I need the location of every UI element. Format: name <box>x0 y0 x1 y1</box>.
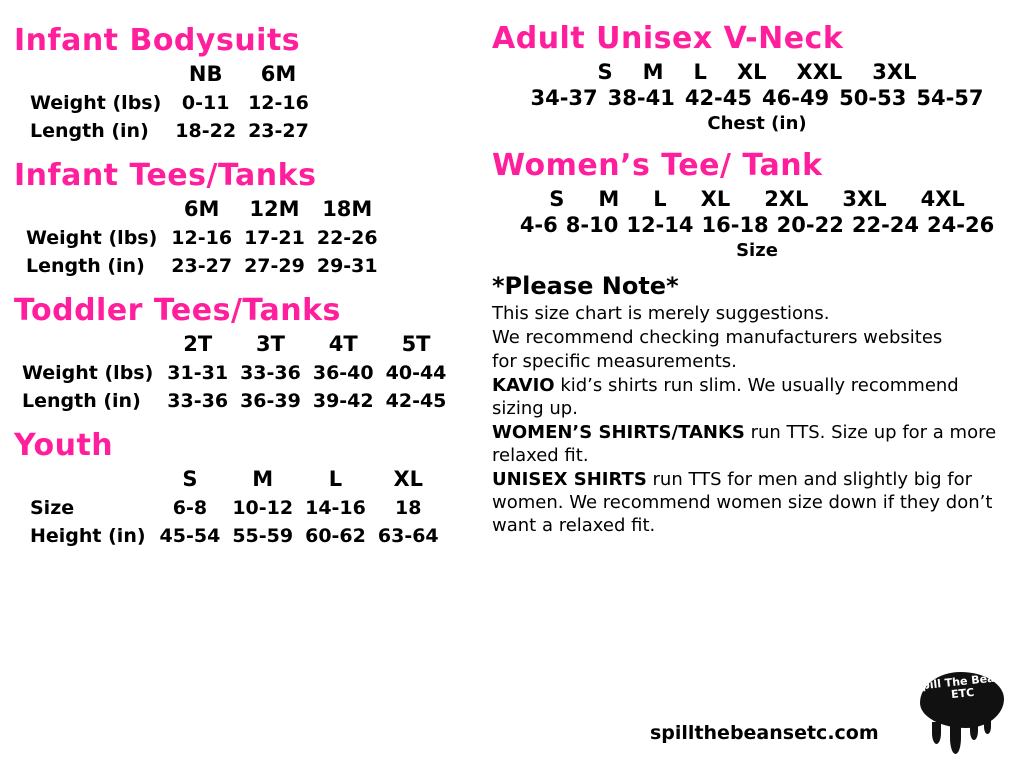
table-row <box>20 252 384 280</box>
value: 16-18 <box>701 213 769 238</box>
table-corner <box>16 329 161 359</box>
brand-womens: WOMEN’S SHIRTS/TANKS <box>492 422 745 444</box>
value: 42-45 <box>684 86 752 111</box>
cell: 17-21 <box>244 227 305 249</box>
row-label: Weight (lbs) <box>22 362 154 384</box>
section-title-adult-vneck: Adult Unisex V-Neck <box>492 21 844 56</box>
scale-adult-vneck <box>492 59 1022 135</box>
column-header: 12M <box>249 197 300 221</box>
cell: 42-45 <box>385 390 447 412</box>
column-header: 5T <box>401 332 431 356</box>
size-label: S <box>597 60 613 84</box>
value: 46-49 <box>762 86 830 111</box>
value: 50-53 <box>839 86 907 111</box>
note-kavio <box>492 374 1012 420</box>
cell: 36-39 <box>240 390 301 412</box>
section-title-infant-tees: Infant Tees/Tanks <box>14 158 317 193</box>
section-title-youth: Youth <box>14 428 114 463</box>
table-youth <box>24 464 445 550</box>
value: 54-57 <box>916 86 984 111</box>
column-header: 4T <box>328 332 358 356</box>
section-infant-tees <box>14 159 484 280</box>
column-header: 2T <box>183 332 213 356</box>
cell: 33-36 <box>240 362 301 384</box>
section-title-infant-bodysuits: Infant Bodysuits <box>14 23 301 58</box>
column-header: 18M <box>322 197 373 221</box>
note-line: We recommend checking manufacturers websites <box>492 327 943 349</box>
cell: 12-16 <box>248 92 309 114</box>
note-unisex <box>492 468 1012 537</box>
value: 20-22 <box>776 213 844 238</box>
cell: 10-12 <box>232 497 294 519</box>
website-url: spillthebeansetc.com <box>650 722 879 744</box>
table-corner <box>24 464 154 494</box>
size-label: 3XL <box>842 187 887 211</box>
cell: 45-54 <box>159 525 221 547</box>
table-header-row <box>16 329 452 359</box>
value: 12-14 <box>626 213 694 238</box>
size-labels-row <box>492 59 1022 85</box>
cell: 40-44 <box>385 362 447 384</box>
size-label: L <box>693 60 707 84</box>
size-label: XL <box>736 60 767 84</box>
size-values-row <box>492 85 1022 111</box>
table-row <box>16 359 452 387</box>
right-column <box>492 0 1022 543</box>
table-row <box>24 117 315 145</box>
cell: 12-16 <box>171 227 233 249</box>
row-label: Length (in) <box>30 120 149 142</box>
brand-kavio: KAVIO <box>492 375 555 397</box>
value: 22-24 <box>851 213 920 238</box>
note-kavio-text: kid’s shirts run slim. We usually recommend sizing up. <box>492 375 959 420</box>
table-toddler <box>16 329 452 415</box>
cell: 60-62 <box>305 525 366 547</box>
cell: 23-27 <box>248 120 309 142</box>
size-label: XXL <box>796 60 843 84</box>
table-infant-tees <box>20 194 384 280</box>
scale-caption: Chest (in) <box>707 112 807 134</box>
row-label: Length (in) <box>22 390 141 412</box>
cell: 27-29 <box>244 255 305 277</box>
note-line: This size chart is merely suggestions. <box>492 303 830 324</box>
section-adult-vneck <box>492 22 1022 135</box>
cell: 18 <box>395 497 422 519</box>
size-label: 4XL <box>920 187 965 211</box>
row-label: Length (in) <box>26 255 145 277</box>
table-row <box>24 89 315 117</box>
note-title: *Please Note* <box>492 272 679 300</box>
cell: 14-16 <box>305 497 366 519</box>
size-values-row <box>492 212 1022 238</box>
logo-drip <box>932 722 941 744</box>
column-header: NB <box>188 62 223 86</box>
note-womens <box>492 421 1012 467</box>
column-header: 6M <box>183 197 220 221</box>
note-unisex-text: run TTS for men and slightly big for women. We recommend women size down if they don’t want a relaxed fit. <box>492 469 993 537</box>
cell: 39-42 <box>312 390 374 412</box>
table-row <box>16 387 452 415</box>
logo-drip <box>984 720 991 734</box>
cell: 29-31 <box>316 255 378 277</box>
size-label: 2XL <box>764 187 809 211</box>
row-label: Weight (lbs) <box>26 227 158 249</box>
column-header: 3T <box>256 332 285 356</box>
size-label: M <box>642 60 664 84</box>
row-label: Height (in) <box>30 525 146 547</box>
brand-logo <box>914 668 1010 760</box>
size-label: M <box>598 187 620 211</box>
table-row <box>24 522 445 550</box>
column-header: S <box>182 467 198 491</box>
table-infant-bodysuits <box>24 59 315 145</box>
cell: 31-31 <box>167 362 229 384</box>
logo-drip <box>950 722 961 754</box>
cell: 0-11 <box>181 92 230 114</box>
column-header: 6M <box>260 62 297 86</box>
table-corner <box>20 194 165 224</box>
value: 4-6 <box>519 213 558 238</box>
section-youth <box>14 429 484 550</box>
scale-womens <box>492 186 1022 262</box>
note-body <box>492 302 1012 537</box>
cell: 23-27 <box>171 255 233 277</box>
column-header: L <box>328 467 343 491</box>
value: 34-37 <box>530 86 598 111</box>
table-corner <box>24 59 169 89</box>
cell: 55-59 <box>232 525 294 547</box>
row-label: Size <box>30 497 75 519</box>
cell: 33-36 <box>167 390 229 412</box>
note-line: for specific measurements. <box>492 351 737 373</box>
table-row <box>20 224 384 252</box>
size-labels-row <box>492 186 1022 212</box>
section-please-note <box>492 272 1022 537</box>
table-header-row <box>24 59 315 89</box>
cell: 63-64 <box>377 525 439 547</box>
cell: 36-40 <box>312 362 374 384</box>
column-header: M <box>252 467 274 491</box>
section-title-womens: Women’s Tee/ Tank <box>492 148 823 183</box>
section-toddler <box>14 294 484 415</box>
size-label: L <box>653 187 667 211</box>
table-header-row <box>20 194 384 224</box>
logo-drip <box>970 722 978 740</box>
column-header: XL <box>393 467 424 491</box>
section-infant-bodysuits <box>14 24 484 145</box>
size-label: XL <box>700 187 731 211</box>
left-column <box>14 0 484 556</box>
row-label: Weight (lbs) <box>30 92 162 114</box>
size-label: S <box>549 187 565 211</box>
section-title-toddler: Toddler Tees/Tanks <box>14 293 341 328</box>
cell: 18-22 <box>175 120 237 142</box>
logo-text: Spill The Beans ETC <box>913 670 1010 701</box>
value: 8-10 <box>565 213 619 238</box>
value: 38-41 <box>607 86 675 111</box>
cell: 22-26 <box>316 227 378 249</box>
brand-unisex: UNISEX SHIRTS <box>492 469 647 491</box>
table-row <box>24 494 445 522</box>
scale-caption: Size <box>736 239 778 261</box>
value: 24-26 <box>927 213 995 238</box>
cell: 6-8 <box>172 497 208 519</box>
table-header-row <box>24 464 445 494</box>
section-womens <box>492 149 1022 262</box>
note-womens-text: run TTS. Size up for a more relaxed fit. <box>492 422 997 467</box>
size-label: 3XL <box>872 60 917 84</box>
